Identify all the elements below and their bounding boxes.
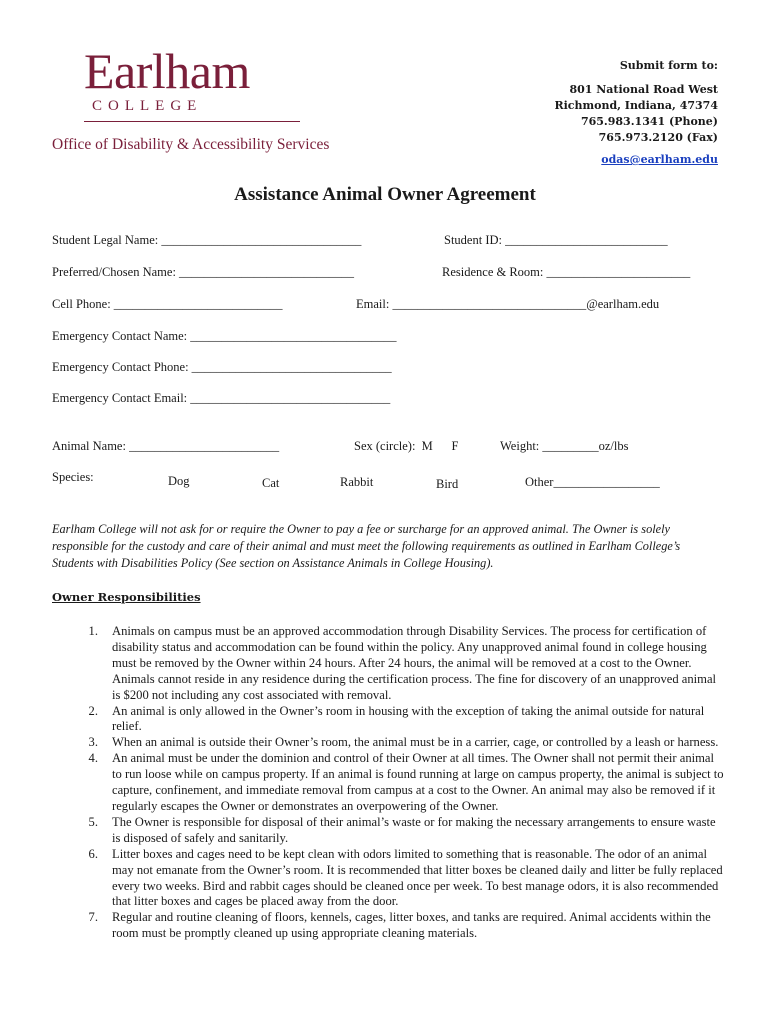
emergency-name-field[interactable]: Emergency Contact Name: _________________________________ (52, 329, 397, 343)
email-link[interactable]: odas@earlham.edu (601, 153, 718, 166)
species-rabbit[interactable]: Rabbit (340, 475, 374, 489)
email-field[interactable]: Email: _______________________________@earlham.edu (356, 297, 660, 311)
legal-name-field[interactable]: Student Legal Name: ________________________________ (52, 233, 362, 247)
species-dog[interactable]: Dog (168, 474, 190, 488)
residence-field[interactable]: Residence & Room: _______________________ (442, 265, 691, 279)
emergency-email-field[interactable]: Emergency Contact Email: ________________________________ (52, 391, 391, 405)
office-name: Office of Disability & Accessibility Services (52, 136, 330, 153)
submit-address-block (554, 58, 718, 168)
animal-name-field[interactable]: Animal Name: ________________________ (52, 439, 280, 453)
species-other[interactable]: Other_________________ (525, 475, 660, 489)
submit-label: Submit form to: (619, 59, 718, 72)
logo-wordmark: Earlham (84, 43, 250, 99)
list-item (52, 815, 724, 847)
list-item-text: Regular and routine cleaning of floors, kennels, cages, litter boxes, and tanks are required. Animal accidents within the room must be promptly cleaned up using appropriate cleaning materials. (112, 910, 711, 941)
form-title: Assistance Animal Owner Agreement (234, 184, 536, 205)
phone-line: 765.983.1341 (Phone) (580, 115, 718, 128)
responsibilities-heading: Owner Responsibilities (52, 590, 201, 604)
preferred-name-field[interactable]: Preferred/Chosen Name: ____________________________ (52, 265, 355, 279)
list-number: 5. (88, 814, 98, 829)
fax-line: 765.973.2120 (Fax) (598, 131, 718, 144)
weight-field[interactable]: Weight: _________oz/lbs (500, 439, 629, 453)
list-item (52, 847, 724, 911)
list-number: 1. (88, 624, 98, 638)
cell-phone-field[interactable]: Cell Phone: ___________________________ (52, 297, 283, 311)
list-number: 3. (88, 735, 98, 750)
list-item (52, 704, 724, 736)
list-item-text: Litter boxes and cages need to be kept clean with odors limited to something that is reasonable. The odor of an animal may not emanate from the Owner’s room. It is recommended that litter boxes be cleaned daily and litter be fully replaced every two weeks. Bird and rabbit cages should be cleaned once per week. To best manage odors, it is also recommended that litter boxes and cages be placed away from the door. (112, 846, 723, 909)
list-item-text: The Owner is responsible for disposal of their animal’s waste or for making the necessary arrangements to ensure waste is disposed of safely and sanitarily. (112, 814, 716, 845)
list-item (52, 751, 724, 815)
list-item-text: When an animal is outside their Owner’s room, the animal must be in a carrier, cage, or controlled by a leash or harness. (112, 735, 719, 750)
address-line: Richmond, Indiana, 47374 (554, 99, 718, 112)
species-bird[interactable]: Bird (436, 477, 459, 491)
earlham-logo (84, 43, 344, 122)
list-item (52, 735, 724, 751)
list-number: 6. (88, 846, 98, 861)
emergency-phone-field[interactable]: Emergency Contact Phone: ________________________________ (52, 360, 392, 374)
policy-statement: Earlham College will not ask for or require the Owner to pay a fee or surcharge for an approved animal. The Owner is solely responsible for the custody and care of their animal and must meet the following requirements as outlined in Earlham College’s Students with Disabilities Policy (See section on Assistance Animals in College Housing). (52, 522, 681, 570)
list-number: 2. (88, 703, 98, 718)
list-item-text: An animal must be under the dominion and control of their Owner at all times. The Owner shall not permit their animal to run loose while on campus property. If an animal is found running at large on campus property, the animal is subject to capture, confinement, and immediate removal from campus at a cost to the Owner. An animal may also be removed if it regularly escapes the Owner or demonstrates an overpowering of the Owner. (112, 751, 724, 813)
address-line: 801 National Road West (569, 83, 718, 96)
list-item-text: An animal is only allowed in the Owner’s room in housing with the exception of taking the animal outside for natural relief. (112, 703, 705, 734)
list-item (52, 910, 724, 942)
list-number: 7. (88, 910, 98, 925)
species-cat[interactable]: Cat (262, 476, 280, 490)
list-number: 4. (88, 751, 98, 766)
sex-field[interactable]: Sex (circle): M F (354, 439, 459, 453)
logo-divider (84, 121, 300, 122)
logo-college-text: COLLEGE (92, 98, 203, 114)
responsibilities-list (52, 624, 724, 942)
list-item (52, 624, 724, 704)
species-label: Species: (52, 470, 94, 484)
student-id-field[interactable]: Student ID: __________________________ (444, 233, 668, 247)
list-item-text: Animals on campus must be an approved accommodation through Disability Services. The process for certification of disability status and accommodation can be found within the policy. Any unapproved animal found in college housing must be removed by the Owner within 24 hours. After 24 hours, the animal will be removed at a cost to the Owner. Animals cannot reside in any residence during the certification process. The fine for discovery of an unapproved animal is $200 not including any cost associated with removal. (112, 624, 717, 702)
